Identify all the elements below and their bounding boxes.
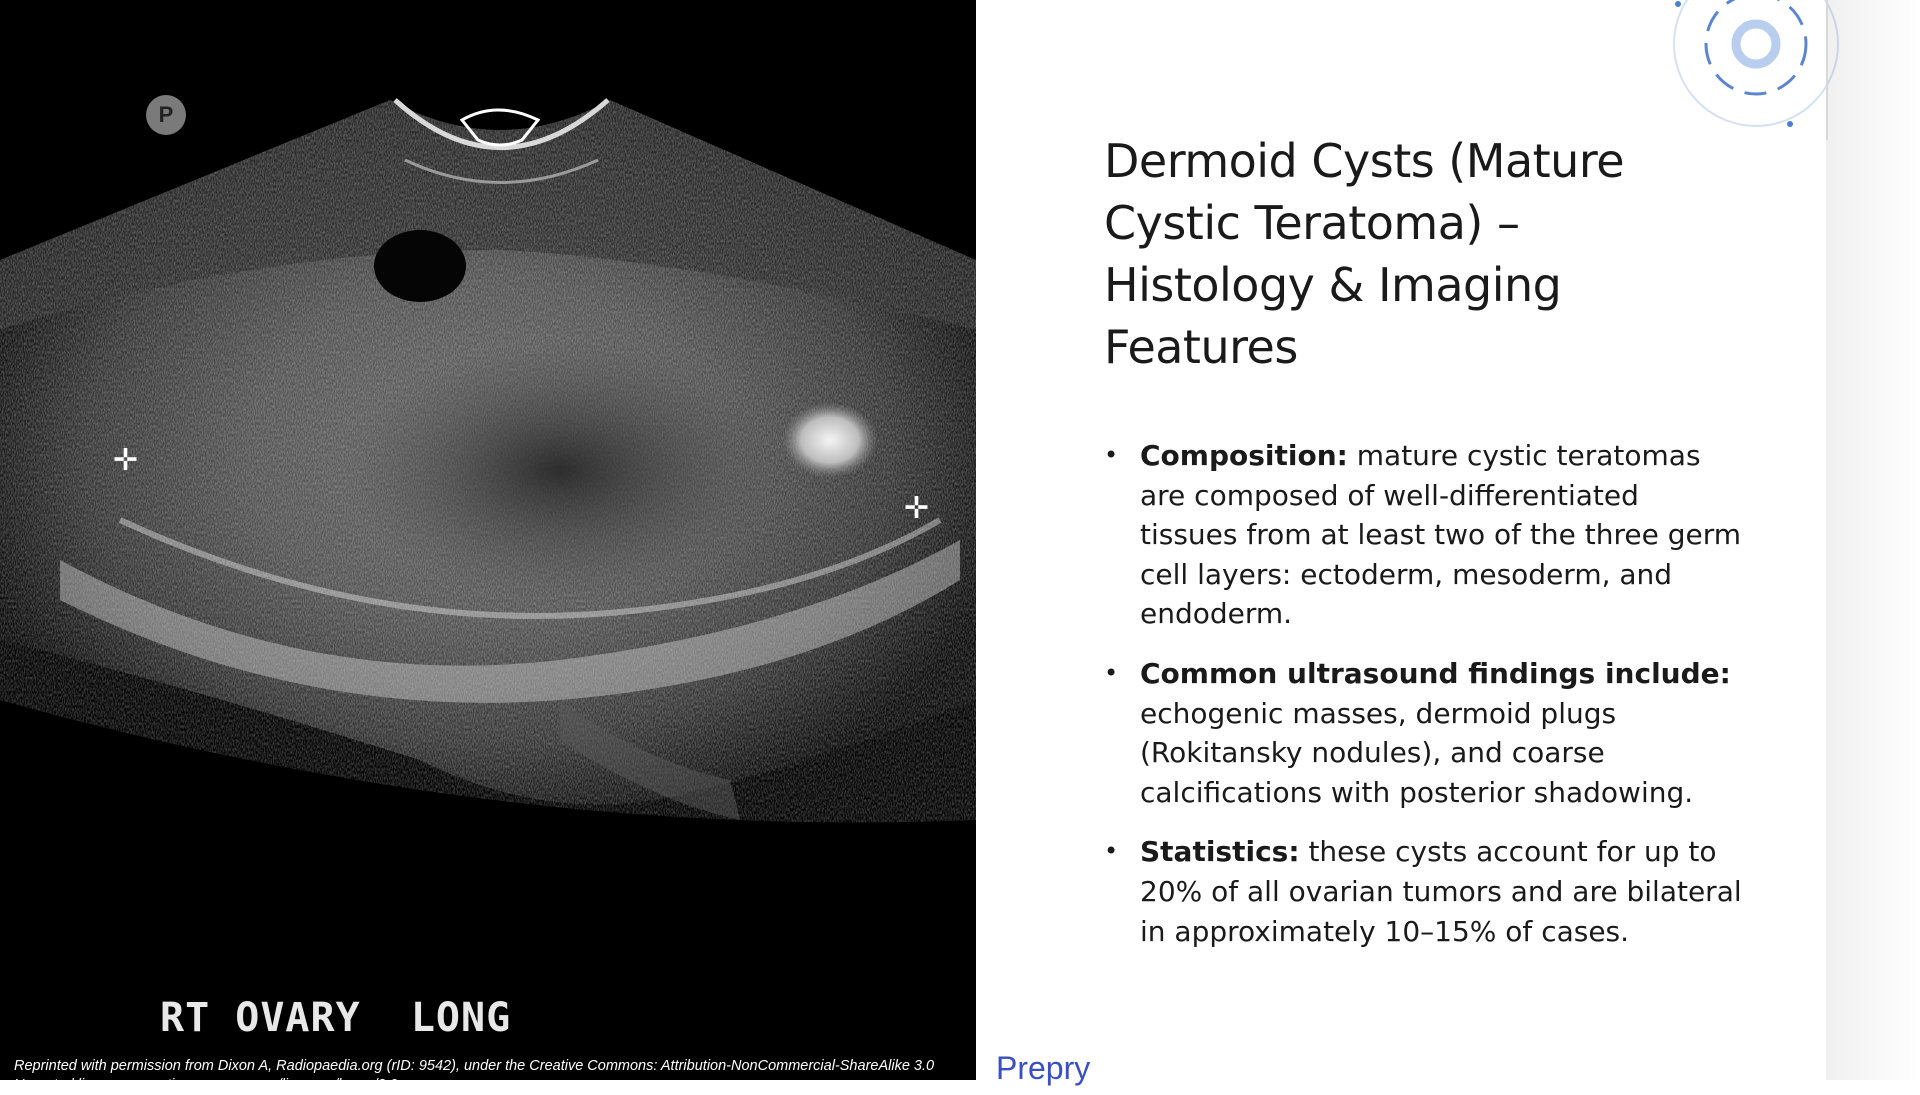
brand-logo-text: Prepry xyxy=(996,1050,1091,1086)
image-credit: Reprinted with permission from Dixon A, Radiopaedia.org (rID: 9542), under the Creative Commons: Attribution-NonCommercial-ShareAlike 3.0 Unported lincense. creativecommons.org/licenses/by-sa/3.0 xyxy=(14,1058,935,1093)
bullet-marker: • xyxy=(1104,837,1119,866)
caliper-marker-left: ✛ xyxy=(113,443,139,478)
bullet-text: these cysts account for up to 20% of all ovarian tumors and are bilateral in approximately 10–15% of cases. xyxy=(1140,835,1742,948)
orientation-marker: P xyxy=(146,95,186,135)
decorative-circles-icon xyxy=(1660,0,1830,140)
page-edge-line xyxy=(1826,0,1828,140)
bullet-heading: Statistics: xyxy=(1140,835,1300,869)
caliper-marker-right: ✛ xyxy=(904,491,930,526)
bullet-text: echogenic masses, dermoid plugs (Rokitansky nodules), and coarse calcifications with posterior shadowing. xyxy=(1140,696,1694,809)
bullet-heading: Common ultrasound findings include: xyxy=(1140,656,1731,690)
bullet-marker: • xyxy=(1104,441,1119,469)
bullet-item-statistics xyxy=(1104,832,1744,951)
bullet-list xyxy=(1104,436,1744,971)
scan-label: RT OVARY LONG xyxy=(160,995,512,1041)
bullet-item-composition xyxy=(1104,436,1744,634)
slide-title: Dermoid Cysts (Mature Cystic Teratoma) – Histology & Imaging Features xyxy=(1104,134,1625,374)
bullet-marker: • xyxy=(1104,658,1119,687)
bullet-text: mature cystic teratomas are composed of well-differentiated tissues from at least two of the three germ cell layers: ectoderm, mesoderm, and endoderm. xyxy=(1140,439,1742,631)
bullet-heading: Composition: xyxy=(1140,439,1348,472)
bullet-item-ultrasound-findings xyxy=(1104,654,1744,812)
page-edge-shadow xyxy=(1826,0,1920,1080)
